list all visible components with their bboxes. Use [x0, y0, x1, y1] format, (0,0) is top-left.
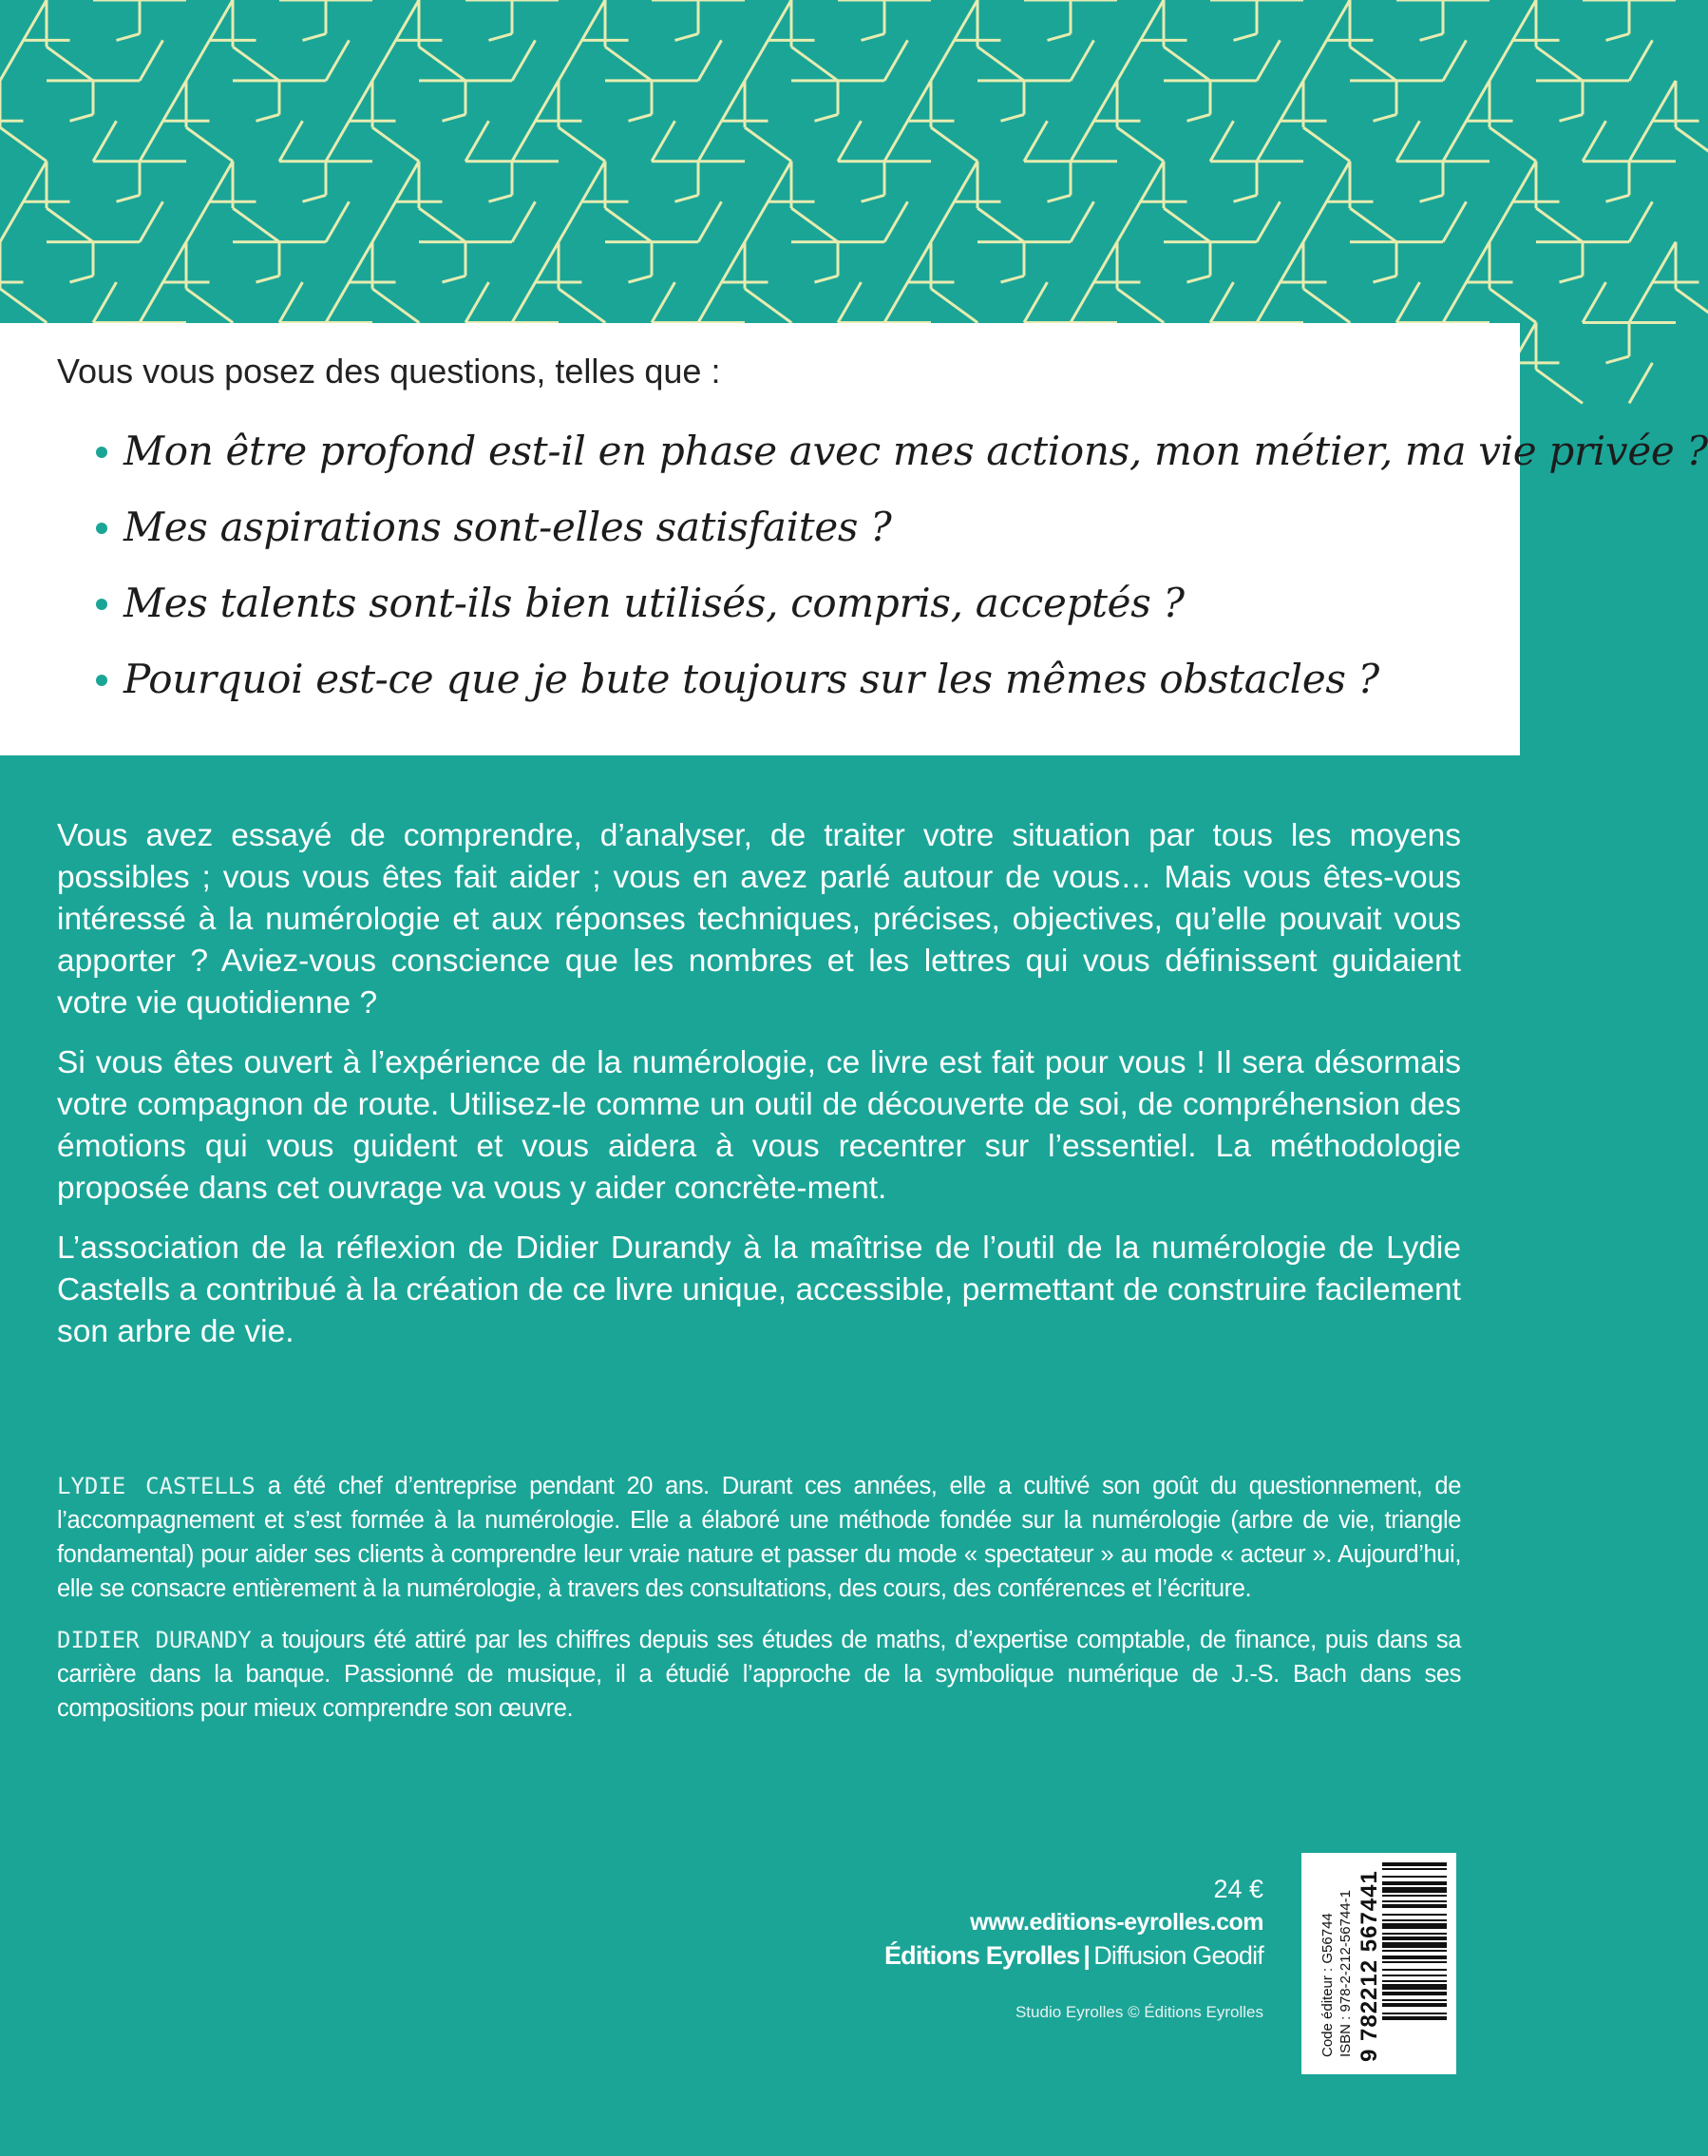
- question-item: [0, 413, 1708, 489]
- bullet-icon: [96, 675, 107, 686]
- author-bio: [57, 1623, 1461, 1726]
- description-paragraph: Si vous êtes ouvert à l’expérience de la numérologie, ce livre est fait pour vous ! Il sera désormais votre compagnon de route. Utilisez-le comme un outil de découverte de soi, de compréhension des émotions qui vous guident et vous aidera à vous recentrer sur l’essentiel. La méthodologie proposée dans cet ouvrage va vous y aider concrète-ment.: [57, 1045, 1461, 1206]
- question-list: [0, 413, 1708, 717]
- barcode-digits: 9 782212 567441: [1357, 1870, 1382, 2062]
- author-bio-text: a toujours été attiré par les chiffres depuis ses études de maths, d’expertise comptable, de finance, puis dans sa carrière dans la banque. Passionné de musique, il a étudié l’approche de la symbolique numérique de J.-S. Bach dans ses compositions pour mieux comprendre son œuvre.: [57, 1627, 1461, 1722]
- question-text: Pourquoi est-ce que je bute toujours sur les mêmes obstacles ?: [123, 656, 1379, 702]
- price: 24 €: [1213, 1875, 1263, 1903]
- cover-credits: Studio Eyrolles © Éditions Eyrolles: [1015, 2003, 1263, 2021]
- question-text: Mes talents sont-ils bien utilisés, compris, acceptés ?: [123, 580, 1185, 626]
- author-name: DIDIER DURANDY: [57, 1627, 252, 1653]
- publisher-block: [884, 1872, 1263, 2024]
- bullet-icon: [96, 599, 107, 610]
- barcode-box: [1301, 1853, 1456, 2074]
- question-text: Mon être profond est-il en phase avec mes actions, mon métier, ma vie privée ?: [123, 428, 1708, 474]
- question-text: Mes aspirations sont-elles satisfaites ?: [123, 504, 892, 550]
- questions-intro: Vous vous posez des questions, telles que :: [57, 352, 721, 391]
- author-name: LYDIE CASTELLS: [57, 1473, 256, 1499]
- publisher-line: [884, 1938, 1263, 1973]
- distributor-name: Diffusion Geodif: [1093, 1941, 1263, 1970]
- author-bios: [57, 1469, 1461, 1743]
- barcode-text: [1319, 1867, 1355, 2057]
- description-paragraph: Vous avez essayé de comprendre, d’analyser, de traiter votre situation par tous les moyens possibles ; vous vous êtes fait aider ; vous en avez parlé autour de vous… Mais vous êtes-vous intéressé à la numérologie et aux réponses techniques, précises, objectives, qu’elle pouvait vous apporter ? Aviez-vous conscience que les nombres et les lettres qui vous définissent guidaient votre vie quotidienne ?: [57, 818, 1461, 1021]
- isbn: ISBN : 978-2-212-56744-1: [1338, 1890, 1354, 2057]
- code-editeur: Code éditeur : G56744: [1319, 1913, 1336, 2057]
- question-item: [0, 489, 1520, 565]
- description-paragraph: L’association de la réflexion de Didier Durandy à la maîtrise de l’outil de la numérologie de Lydie Castells a contribué à la création de ce livre unique, accessible, permettant de construire facilement son arbre de vie.: [57, 1231, 1461, 1349]
- bullet-icon: [96, 523, 107, 534]
- author-bio-text: a été chef d’entreprise pendant 20 ans. Durant ces années, elle a cultivé son goût du questionnement, de l’accompagnement et s’est formée à la numérologie. Elle a élaboré une méthode fondée sur la numérologie (arbre de vie, triangle fondamental) pour aider ses clients à comprendre leur vraie nature et passer du mode « spectateur » au mode « acteur ». Aujourd’hui, elle se consacre entièrement à la numérologie, à travers des consultations, des cours, des conférences et l’écriture.: [57, 1473, 1461, 1602]
- geometric-pattern-header: [0, 0, 1520, 323]
- question-item: [0, 565, 1520, 641]
- question-item: [0, 641, 1520, 717]
- bullet-icon: [96, 447, 107, 458]
- publisher-name: Éditions Eyrolles: [883, 1941, 1080, 1970]
- questions-section: [0, 323, 1708, 755]
- publisher-website: www.editions-eyrolles.com: [970, 1909, 1263, 1936]
- barcode-icon: [1382, 1862, 1447, 2065]
- book-description: [57, 815, 1461, 1371]
- publisher-separator: |: [1083, 1941, 1091, 1970]
- author-bio: [57, 1469, 1461, 1606]
